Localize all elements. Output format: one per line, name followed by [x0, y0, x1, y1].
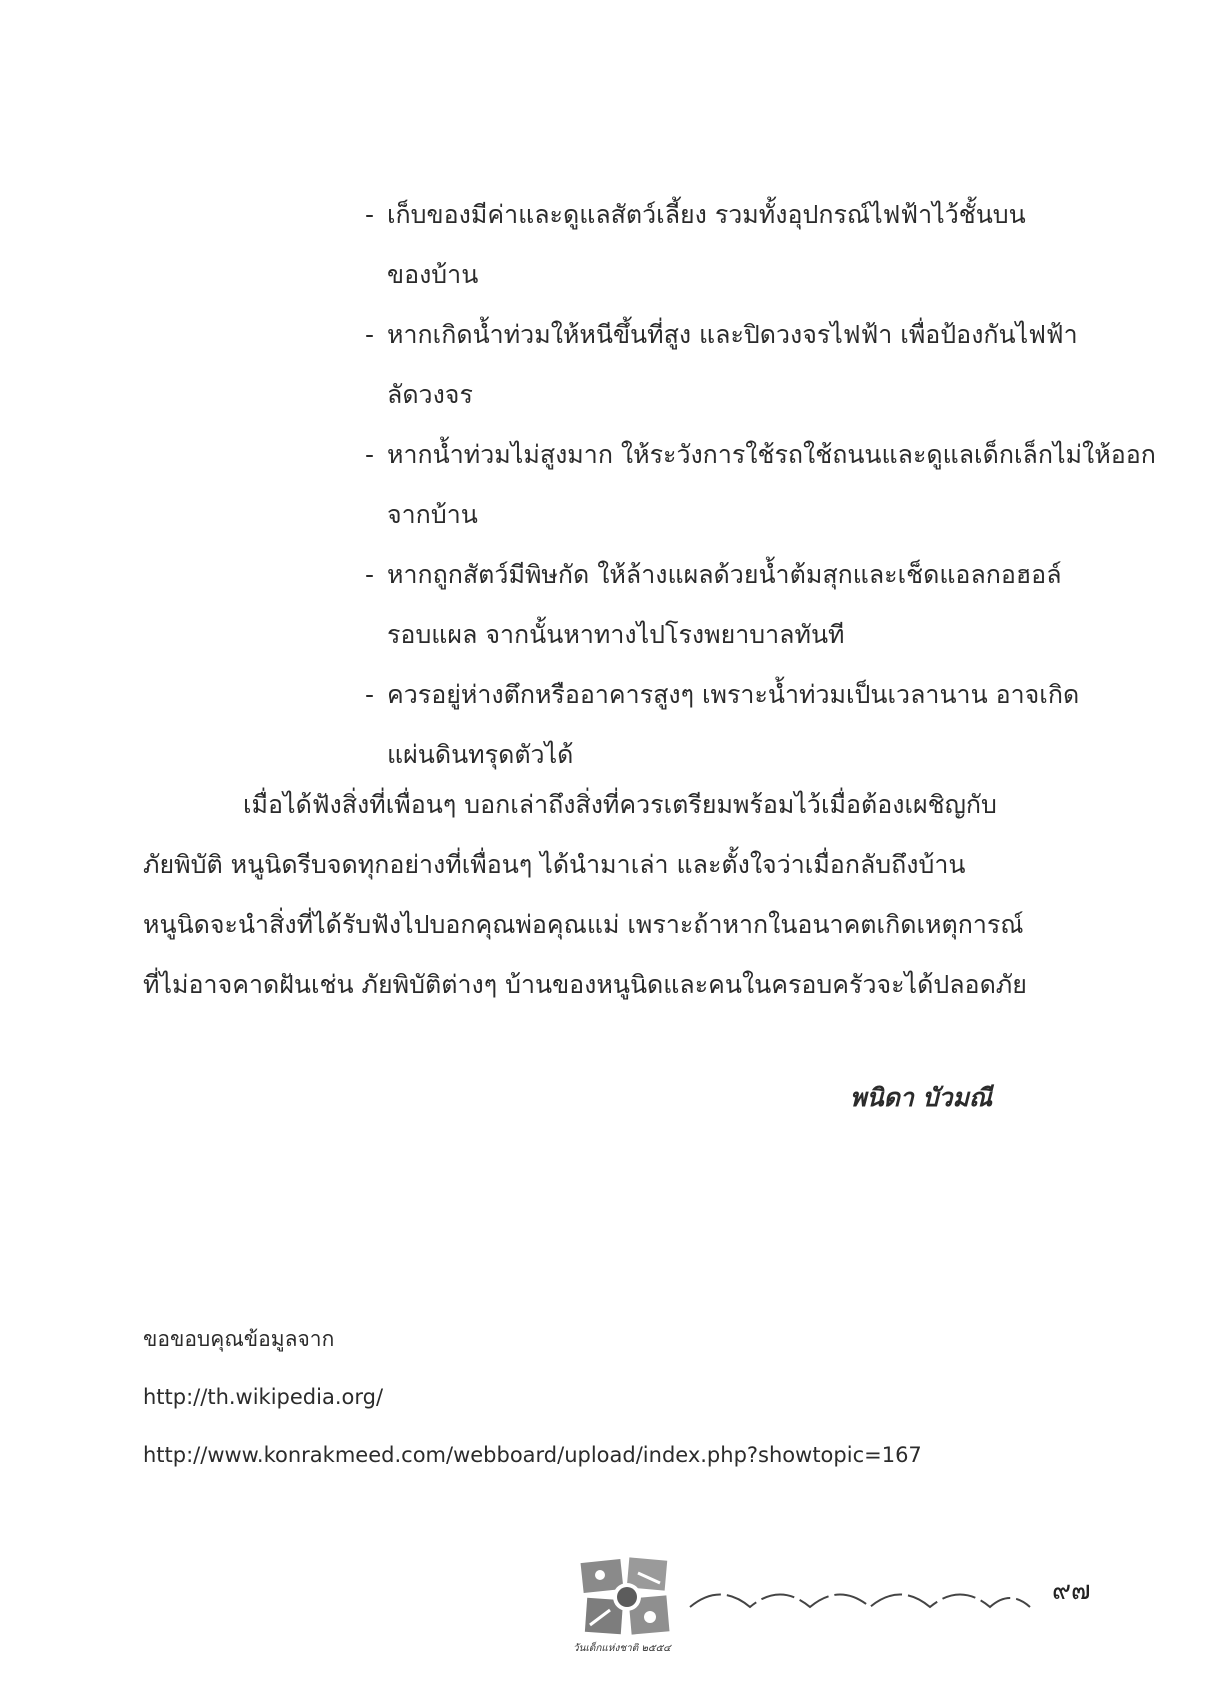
logo-caption: วันเด็กแห่งชาติ ๒๕๕๔: [573, 1643, 671, 1654]
bullet-dash: -: [365, 440, 375, 469]
bullet-item: [365, 185, 1105, 305]
author-name: พนิดา บัวมณี: [850, 1083, 993, 1112]
bullet-dash: -: [365, 560, 375, 589]
bullet-line: ของบ้าน: [387, 260, 479, 289]
paragraph-line: ภัยพิบัติ หนูนิดรีบจดทุกอย่างที่เพื่อนๆ ได้นำมาเล่า และตั้งใจว่าเมื่อกลับถึงบ้าน: [143, 850, 966, 879]
bullet-dash: -: [365, 200, 375, 229]
bullet-dash: -: [365, 680, 375, 709]
page-number: ๙๗: [1052, 1576, 1091, 1606]
bullet-item: [365, 305, 1105, 425]
bullet-line: หากถูกสัตว์มีพิษกัด ให้ล้างแผลด้วยน้ำต้มสุกและเช็ดแอลกอฮอล์: [387, 560, 1062, 589]
bullet-line: เก็บของมีค่าและดูแลสัตว์เลี้ยง รวมทั้งอุปกรณ์ไฟฟ้าไว้ชั้นบน: [387, 200, 1026, 229]
bullet-line: หากน้ำท่วมไม่สูงมาก ให้ระวังการใช้รถใช้ถนนและดูแลเด็กเล็กไม่ให้ออก: [387, 440, 1156, 469]
credit-link[interactable]: http://th.wikipedia.org/: [143, 1385, 384, 1409]
story-paragraph: [143, 775, 1108, 1015]
credits-section: [143, 1310, 922, 1484]
page-footer: [573, 1555, 1140, 1665]
bullet-line: ลัดวงจร: [387, 380, 473, 409]
decorative-wave-icon: [685, 1577, 1035, 1617]
bullet-line: หากเกิดน้ำท่วมให้หนีขึ้นที่สูง และปิดวงจรไฟฟ้า เพื่อป้องกันไฟฟ้า: [387, 320, 1078, 349]
safety-bullet-list: [365, 185, 1156, 785]
credit-link[interactable]: http://www.konrakmeed.com/webboard/upload/index.php?showtopic=167: [143, 1443, 922, 1467]
childrens-day-logo-icon: [580, 1555, 675, 1640]
bullet-line: ควรอยู่ห่างตึกหรืออาคารสูงๆ เพราะน้ำท่วมเป็นเวลานาน อาจเกิด: [387, 680, 1080, 709]
credits-heading: ขอขอบคุณข้อมูลจาก: [143, 1327, 335, 1351]
bullet-dash: -: [365, 320, 375, 349]
paragraph-line: เมื่อได้ฟังสิ่งที่เพื่อนๆ บอกเล่าถึงสิ่งที่ควรเตรียมพร้อมไว้เมื่อต้องเผชิญกับ: [243, 790, 997, 819]
bullet-line: แผ่นดินทรุดตัวได้: [387, 740, 574, 769]
bullet-item: [365, 665, 1105, 785]
bullet-item: [365, 545, 1105, 665]
bullet-line: รอบแผล จากนั้นหาทางไปโรงพยาบาลทันที: [387, 620, 845, 649]
bullet-line: จากบ้าน: [387, 500, 478, 529]
bullet-item: [365, 425, 1156, 545]
paragraph-line: หนูนิดจะนำสิ่งที่ได้รับฟังไปบอกคุณพ่อคุณแม่ เพราะถ้าหากในอนาคตเกิดเหตุการณ์: [143, 910, 1024, 939]
paragraph-line: ที่ไม่อาจคาดฝันเช่น ภัยพิบัติต่างๆ บ้านของหนูนิดและคนในครอบครัวจะได้ปลอดภัย: [143, 970, 1027, 999]
